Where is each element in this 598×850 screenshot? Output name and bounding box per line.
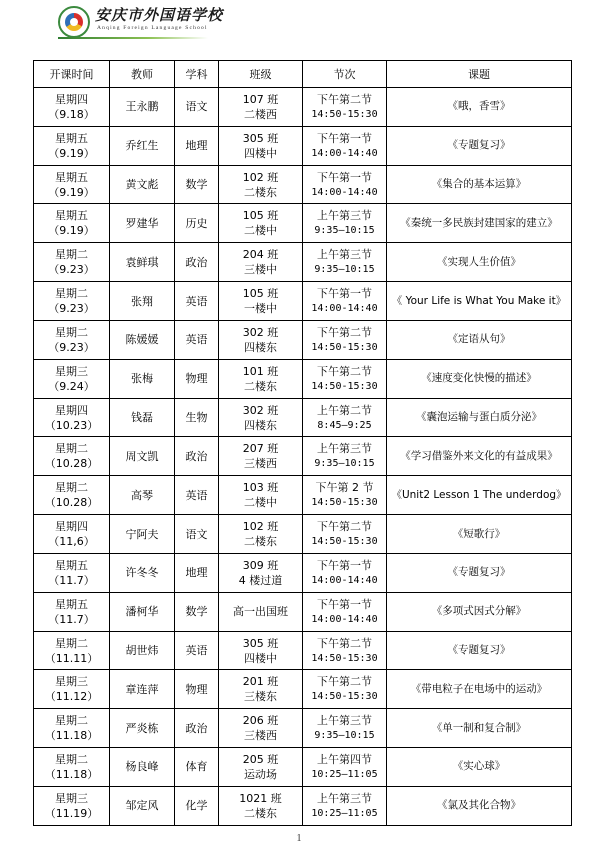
cell-subject: 英语 [175,476,219,515]
cell-topic: 《专题复习》 [387,631,572,670]
cell-subject: 政治 [175,437,219,476]
cell-room: 四楼东 [244,418,277,432]
cell-period [303,786,387,825]
cell-class [219,88,303,127]
cell-topic: 《氯及其化合物》 [387,786,572,825]
cell-period-name: 上午第四节 [317,752,372,766]
cell-day: 星期三 [55,364,88,378]
cell-period-time: 14:00-14:40 [311,613,378,625]
cell-date: （9.18） [48,107,95,121]
cell-class [219,592,303,631]
cell-time [34,398,110,437]
cell-period [303,437,387,476]
cell-date: （9.19） [48,224,95,238]
cell-day: 星期二 [55,442,88,456]
cell-period [303,748,387,787]
cell-date: （9.23） [48,263,95,277]
cell-day: 星期五 [55,170,88,184]
table-row [34,243,572,282]
cell-class [219,359,303,398]
table-row [34,670,572,709]
cell-period-name: 下午第二节 [317,325,372,339]
cell-period-time: 8:45—9:25 [317,419,372,431]
cell-period-time: 14:50-15:30 [311,497,378,509]
cell-class-name: 1021 班 [239,791,282,805]
cell-topic: 《囊泡运输与蛋白质分泌》 [387,398,572,437]
cell-topic: 《定语从句》 [387,320,572,359]
cell-class-name: 207 班 [242,442,279,456]
school-seal-icon [58,6,90,38]
cell-topic: 《专题复习》 [387,126,572,165]
cell-teacher: 胡世炜 [110,631,175,670]
cell-date: （11.19） [44,806,99,820]
cell-date: （11.12） [44,690,99,704]
cell-period [303,670,387,709]
cell-teacher: 王永鹏 [110,88,175,127]
table-row [34,515,572,554]
cell-date: （11.7） [48,612,95,626]
cell-class [219,243,303,282]
cell-period-time: 14:00-14:40 [311,147,378,159]
cell-period-name: 下午第二节 [317,675,372,689]
cell-date: （11.7） [48,573,95,587]
cell-period [303,282,387,321]
cell-topic: 《集合的基本运算》 [387,165,572,204]
table-row [34,359,572,398]
cell-period-time: 14:00-14:40 [311,186,378,198]
cell-room: 二楼东 [244,185,277,199]
cell-class [219,670,303,709]
cell-class-name: 302 班 [242,403,279,417]
cell-period [303,592,387,631]
cell-subject: 语文 [175,515,219,554]
cell-teacher: 杨良峰 [110,748,175,787]
cell-class [219,398,303,437]
table-body [34,88,572,826]
cell-period [303,126,387,165]
cell-subject: 数学 [175,592,219,631]
cell-class [219,631,303,670]
cell-date: （9.19） [48,146,95,160]
cell-period [303,204,387,243]
cell-room: 四楼中 [244,651,277,665]
cell-date: （11,6） [48,535,95,549]
cell-class [219,786,303,825]
cell-room: 二楼东 [244,535,277,549]
cell-topic: 《多项式因式分解》 [387,592,572,631]
cell-date: （9.19） [48,185,95,199]
table-row [34,88,572,127]
cell-class-name: 206 班 [242,714,279,728]
table-row [34,320,572,359]
cell-teacher: 高琴 [110,476,175,515]
cell-period [303,165,387,204]
cell-room: 四楼中 [244,146,277,160]
cell-date: （11.18） [44,729,99,743]
cell-teacher: 邹定风 [110,786,175,825]
cell-period-time: 10:25—11:05 [311,768,378,780]
cell-class [219,709,303,748]
cell-day: 星期三 [55,675,88,689]
cell-class [219,282,303,321]
table-row [34,204,572,243]
cell-room: 运动场 [244,767,277,781]
table-row [34,786,572,825]
schedule-table [33,60,572,826]
cell-class [219,515,303,554]
cell-time [34,359,110,398]
cell-period-name: 上午第二节 [317,403,372,417]
page-header [0,0,598,48]
cell-day: 星期二 [55,248,88,262]
cell-date: （11.18） [44,767,99,781]
cell-day: 星期五 [55,597,88,611]
cell-subject: 政治 [175,709,219,748]
cell-day: 星期二 [55,714,88,728]
cell-class-name: 302 班 [242,325,279,339]
cell-time [34,165,110,204]
cell-time [34,670,110,709]
cell-subject: 英语 [175,631,219,670]
cell-time [34,709,110,748]
cell-period-time: 14:50-15:30 [311,380,378,392]
cell-period [303,359,387,398]
cell-period-time: 14:50-15:30 [311,536,378,548]
cell-day: 星期二 [55,287,88,301]
cell-time [34,204,110,243]
cell-subject: 数学 [175,165,219,204]
table-row [34,631,572,670]
cell-date: （11.11） [44,651,99,665]
table-row [34,282,572,321]
cell-class-name: 305 班 [242,131,279,145]
cell-period-time: 9:35—10:15 [314,458,375,470]
cell-topic: 《速度变化快慢的描述》 [387,359,572,398]
cell-class [219,126,303,165]
school-name-cn: 安庆市外国语学校 [95,6,224,24]
cell-class [219,437,303,476]
cell-period [303,631,387,670]
cell-class-name: 103 班 [242,481,279,495]
cell-period [303,553,387,592]
cell-period-name: 下午第一节 [317,287,372,301]
cell-period [303,320,387,359]
cell-teacher: 周文凯 [110,437,175,476]
cell-time [34,88,110,127]
cell-topic: 《 Your Life is What You Make it》 [387,282,572,321]
cell-teacher: 钱磊 [110,398,175,437]
cell-teacher: 潘柯华 [110,592,175,631]
table-row [34,165,572,204]
cell-period-name: 下午第二节 [317,92,372,106]
cell-period-name: 上午第三节 [317,791,372,805]
cell-day: 星期二 [55,636,88,650]
cell-period-time: 14:50-15:30 [311,108,378,120]
cell-period [303,243,387,282]
page-number: 1 [296,833,302,844]
cell-room: 二楼东 [244,379,277,393]
cell-teacher: 张梅 [110,359,175,398]
table-row [34,748,572,787]
cell-topic: 《秦统一多民族封建国家的建立》 [387,204,572,243]
cell-subject: 英语 [175,320,219,359]
cell-teacher: 罗建华 [110,204,175,243]
cell-topic: 《哦，香雪》 [387,88,572,127]
cell-topic: 《实心球》 [387,748,572,787]
cell-day: 星期二 [55,325,88,339]
cell-teacher: 黄文彪 [110,165,175,204]
cell-room: 三楼西 [244,457,277,471]
header-subject: 学科 [175,61,219,88]
cell-period-name: 上午第三节 [317,209,372,223]
cell-day: 星期五 [55,209,88,223]
cell-subject: 英语 [175,282,219,321]
cell-subject: 体育 [175,748,219,787]
table-row [34,709,572,748]
cell-date: （9.23） [48,340,95,354]
cell-room: 二楼中 [244,224,277,238]
cell-time [34,515,110,554]
cell-class-name: 105 班 [242,287,279,301]
cell-class [219,476,303,515]
cell-teacher: 乔红生 [110,126,175,165]
cell-class-name: 105 班 [242,209,279,223]
cell-period-time: 9:35—10:15 [314,264,375,276]
cell-room: 二楼西 [244,107,277,121]
cell-period-time: 14:00-14:40 [311,574,378,586]
cell-subject: 生物 [175,398,219,437]
cell-class-name: 101 班 [242,364,279,378]
table-row [34,126,572,165]
cell-topic: 《带电粒子在电场中的运动》 [387,670,572,709]
cell-teacher: 陈媛媛 [110,320,175,359]
cell-subject: 地理 [175,553,219,592]
header-class: 班级 [219,61,303,88]
cell-subject: 语文 [175,88,219,127]
cell-time [34,476,110,515]
cell-teacher: 宁阿夫 [110,515,175,554]
cell-topic: 《实现人生价值》 [387,243,572,282]
cell-period-name: 下午第二节 [317,520,372,534]
cell-class-name: 102 班 [242,520,279,534]
cell-period-name: 下午第一节 [317,131,372,145]
cell-period-name: 下午第 2 节 [315,481,374,495]
cell-class-name: 107 班 [242,92,279,106]
cell-class [219,165,303,204]
header-time: 开课时间 [34,61,110,88]
cell-class-name: 204 班 [242,248,279,262]
cell-subject: 政治 [175,243,219,282]
cell-room: 一楼中 [244,302,277,316]
cell-subject: 地理 [175,126,219,165]
cell-period-time: 10:25—11:05 [311,807,378,819]
table-row [34,398,572,437]
cell-period [303,398,387,437]
schedule-table-container [33,60,571,826]
cell-class [219,748,303,787]
header-topic: 课题 [387,61,572,88]
cell-teacher: 章连萍 [110,670,175,709]
cell-period [303,515,387,554]
header-period: 节次 [303,61,387,88]
cell-period-time: 9:35—10:15 [314,730,375,742]
cell-period-time: 14:50-15:30 [311,691,378,703]
cell-class-name: 高一出国班 [233,605,288,619]
cell-room: 二楼中 [244,496,277,510]
cell-room: 二楼东 [244,806,277,820]
cell-room: 三楼西 [244,729,277,743]
cell-day: 星期五 [55,558,88,572]
cell-topic: 《专题复习》 [387,553,572,592]
cell-time [34,553,110,592]
cell-class [219,320,303,359]
cell-class-name: 205 班 [242,752,279,766]
cell-room: 4 楼过道 [238,573,283,587]
cell-period-time: 14:50-15:30 [311,652,378,664]
cell-day: 星期二 [55,481,88,495]
cell-date: （10.23） [44,418,99,432]
cell-date: （9.23） [48,302,95,316]
cell-time [34,437,110,476]
table-row [34,476,572,515]
cell-period-name: 下午第一节 [317,170,372,184]
cell-time [34,320,110,359]
cell-class-name: 305 班 [242,636,279,650]
cell-room: 三楼东 [244,690,277,704]
header-divider [58,37,208,39]
cell-period [303,709,387,748]
cell-date: （10.28） [44,457,99,471]
cell-subject: 历史 [175,204,219,243]
cell-day: 星期五 [55,131,88,145]
cell-time [34,592,110,631]
header-teacher: 教师 [110,61,175,88]
cell-period-name: 上午第三节 [317,248,372,262]
cell-period-time: 9:35—10:15 [314,225,375,237]
cell-day: 星期四 [55,520,88,534]
table-row [34,553,572,592]
cell-date: （10.28） [44,496,99,510]
cell-topic: 《Unit2 Lesson 1 The underdog》 [387,476,572,515]
cell-time [34,243,110,282]
cell-class [219,204,303,243]
cell-subject: 物理 [175,359,219,398]
cell-topic: 《学习借鉴外来文化的有益成果》 [387,437,572,476]
cell-teacher: 严炎栋 [110,709,175,748]
cell-period-name: 下午第二节 [317,364,372,378]
table-row [34,437,572,476]
cell-teacher: 袁鲜琪 [110,243,175,282]
cell-period-time: 14:50-15:30 [311,341,378,353]
cell-topic: 《短歌行》 [387,515,572,554]
cell-day: 星期二 [55,752,88,766]
cell-period-name: 下午第一节 [317,597,372,611]
cell-teacher: 许冬冬 [110,553,175,592]
table-row [34,592,572,631]
cell-day: 星期四 [55,403,88,417]
school-brand [95,6,223,32]
cell-time [34,126,110,165]
cell-class-name: 201 班 [242,675,279,689]
cell-class-name: 309 班 [242,558,279,572]
cell-class-name: 102 班 [242,170,279,184]
cell-topic: 《单一制和复合制》 [387,709,572,748]
cell-time [34,748,110,787]
cell-period-name: 下午第二节 [317,636,372,650]
cell-time [34,631,110,670]
cell-subject: 化学 [175,786,219,825]
cell-period-name: 上午第三节 [317,442,372,456]
cell-period [303,476,387,515]
school-name-en: Anqing Foreign Language School [97,25,208,31]
cell-class [219,553,303,592]
cell-teacher: 张翔 [110,282,175,321]
cell-period-name: 上午第三节 [317,714,372,728]
table-header-row [34,61,572,88]
cell-period-name: 下午第一节 [317,558,372,572]
cell-period-time: 14:00-14:40 [311,303,378,315]
cell-day: 星期四 [55,92,88,106]
cell-room: 四楼东 [244,340,277,354]
cell-subject: 物理 [175,670,219,709]
cell-room: 三楼中 [244,263,277,277]
cell-day: 星期三 [55,791,88,805]
cell-time [34,282,110,321]
cell-period [303,88,387,127]
school-logo [58,6,223,40]
cell-date: （9.24） [48,379,95,393]
cell-time [34,786,110,825]
